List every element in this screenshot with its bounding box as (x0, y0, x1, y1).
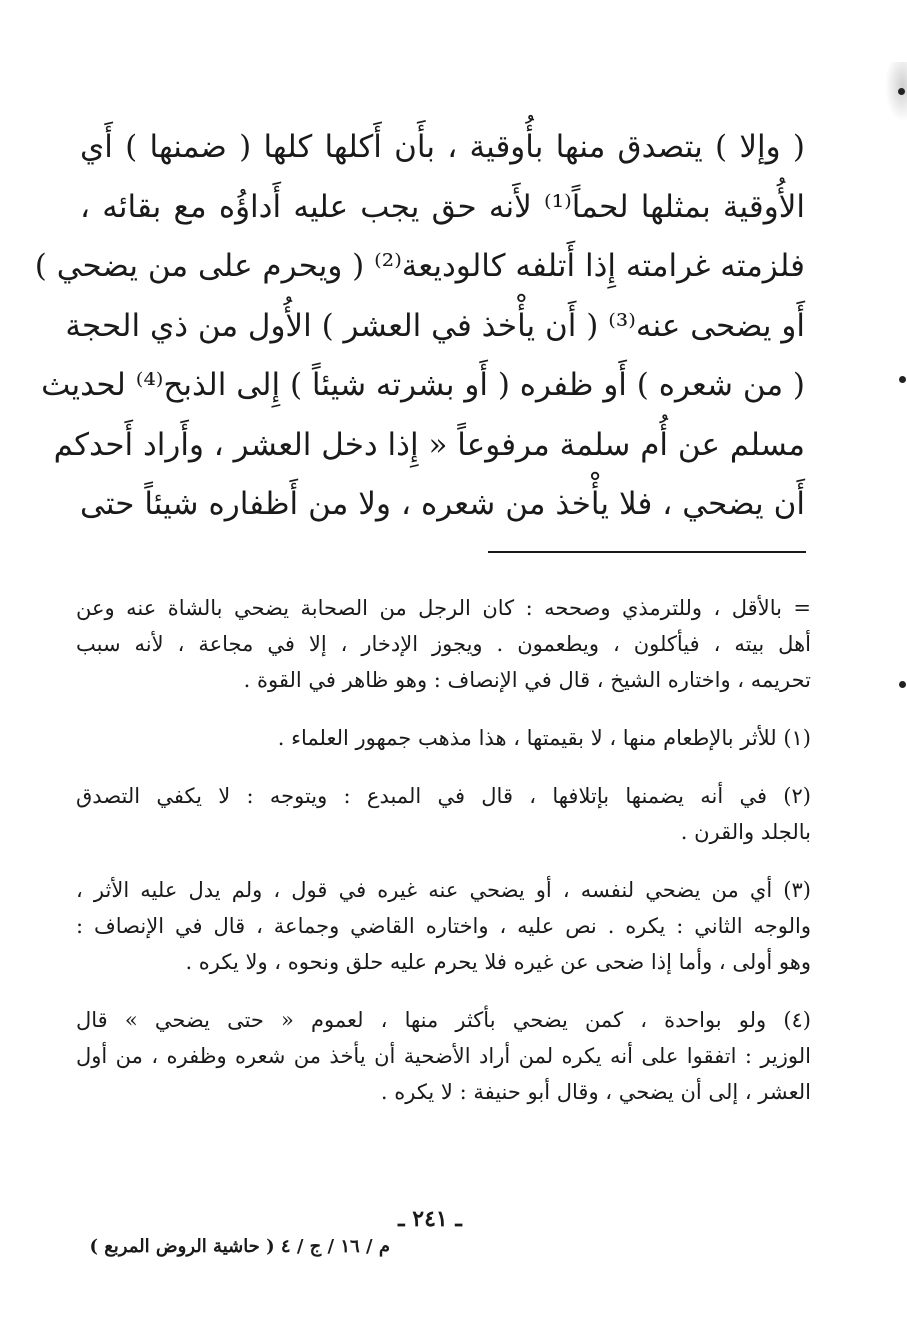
footnote-line: وهو أولى ، وأما إذا ضحى عن غيره فلا يحرم عليه حلق ونحوه ، ولا يكره . (185, 950, 811, 974)
main-text-line: أَو يضحى عنه⁽³⁾ ( أَن يأْخذ في العشر ) الأُول من ذي الحجة (65, 307, 805, 344)
margin-dot (899, 681, 906, 688)
footnote-separator (488, 551, 806, 553)
footnote-continuation (76, 590, 811, 698)
footnote-line: (٣) أي من يضحي لنفسه ، أو يضحي عنه غيره في قول ، ولم يدل عليه الأثر ، (76, 878, 811, 902)
footnote-line: بالجلد والقرن . (680, 820, 811, 844)
main-text-line: ( من شعره ) أَو ظفره ( أَو بشرته شيئاً ) إِلى الذبح⁽⁴⁾ لحديث (41, 367, 805, 403)
footnotes-section (76, 590, 811, 1110)
footnote-3 (76, 872, 811, 980)
main-text-line: ( وإلا ) يتصدق منها بأُوقية ، بأَن أَكلها كلها ( ضمنها ) أَي (80, 129, 805, 165)
main-text-line: فلزمته غرامته إِذا أَتلفه كالوديعة⁽²⁾ ( ويحرم على من يضحي ) (34, 248, 805, 284)
margin-dot (899, 376, 906, 383)
page-number: ـ ٢٤١ ـ (398, 1206, 462, 1232)
footnote-line: (٤) ولو بواحدة ، كمن يضحي بأكثر منها ، لعموم « حتى يضحي » قال (76, 1008, 811, 1032)
main-text-line: مسلم عن أُم سلمة مرفوعاً « إِذا دخل العشر ، وأَراد أَحدكم (53, 426, 805, 463)
margin-dot (898, 88, 905, 95)
footnote-line: الوزير : اتفقوا على أنه يكره لمن أراد الأضحية أن يأخذ من شعره وظفره ، من أول (76, 1044, 811, 1068)
printer-signature: م / ١٦ / ج / ٤ ( حاشية الروض المربع ) (89, 1236, 390, 1257)
main-text-line: أَن يضحي ، فلا يأْخذ من شعره ، ولا من أَظفاره شيئاً حتى (80, 486, 805, 522)
footnote-2 (76, 778, 811, 850)
footnote-line: = بالأقل ، وللترمذي وصححه : كان الرجل من الصحابة يضحي بالشاة عنه وعن (76, 596, 811, 620)
footnote-4 (76, 1002, 811, 1110)
main-text-body (34, 118, 805, 535)
footnote-line: (١) للأثر بالإطعام منها ، لا بقيمتها ، هذا مذهب جمهور العلماء . (277, 726, 811, 750)
footnote-line: تحريمه ، واختاره الشيخ ، قال في الإنصاف : وهو ظاهر في القوة . (243, 668, 811, 692)
main-text-line: الأُوقية بمثلها لحماً⁽¹⁾ لأَنه حق يجب عليه أَداؤُه مع بقائه ، (80, 188, 805, 225)
footnote-1 (76, 720, 811, 756)
footnote-line: أهل بيته ، فيأكلون ، ويطعمون . ويجوز الإدخار ، إلا في مجاعة ، لأنه سبب (76, 632, 811, 656)
footnote-line: العشر ، إلى أن يضحي ، وقال أبو حنيفة : لا يكره . (380, 1080, 811, 1104)
footnote-line: والوجه الثاني : يكره . نص عليه ، واختاره القاضي وجماعة ، قال في الإنصاف : (76, 914, 811, 938)
footnote-line: (٢) في أنه يضمنها بإتلافها ، قال في المبدع : ويتوجه : لا يكفي التصدق (76, 784, 811, 808)
